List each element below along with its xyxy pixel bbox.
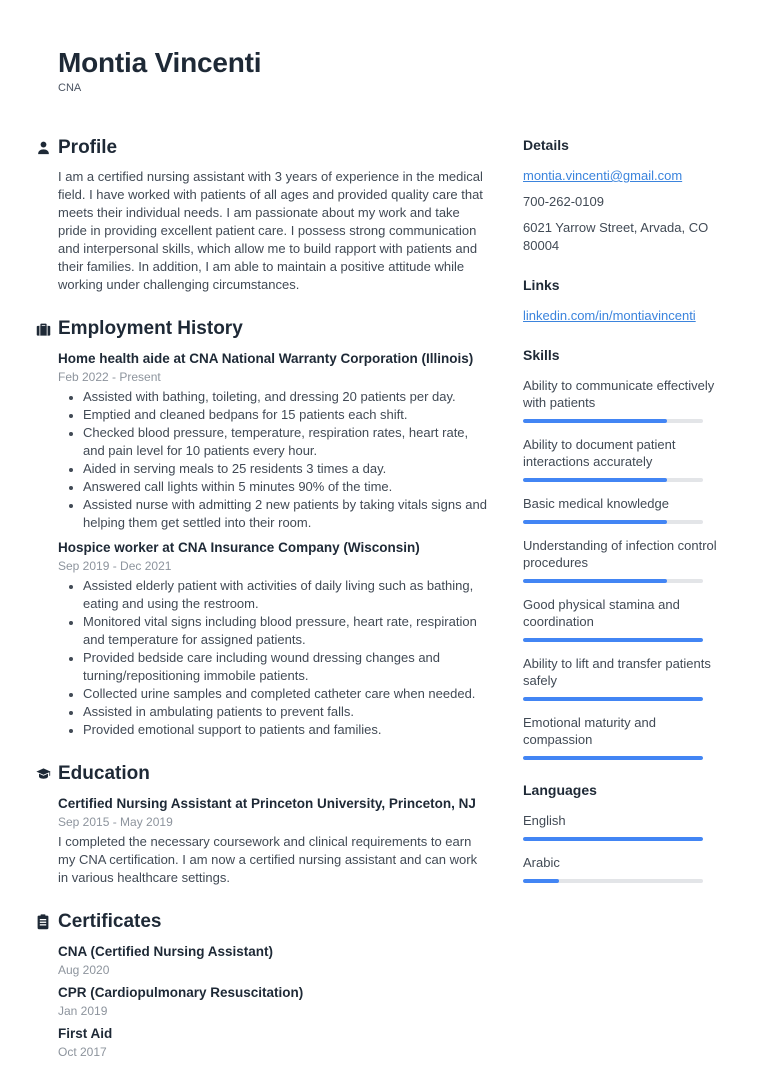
education-title: Certified Nursing Assistant at Princeton University, Princeton, NJ — [58, 796, 476, 811]
certificate-dates: Aug 2020 — [58, 963, 110, 977]
details-heading: Details — [523, 137, 569, 153]
skill-item — [523, 436, 723, 482]
language-label: English — [523, 813, 566, 828]
skill-bar-fill — [523, 697, 703, 701]
skill-item — [523, 495, 723, 524]
education-dates: Sep 2015 - May 2019 — [58, 815, 173, 829]
profile-heading: Profile — [58, 137, 118, 158]
education-section — [36, 763, 487, 887]
languages-heading: Languages — [523, 782, 597, 798]
skill-label: Ability to lift and transfer patients safely — [523, 656, 711, 688]
candidate-name: Montia Vincenti — [58, 47, 262, 78]
skill-bar-fill — [523, 756, 703, 760]
job-dates: Feb 2022 - Present — [58, 370, 161, 384]
employment-jobs — [58, 349, 487, 739]
certificate-title: First Aid — [58, 1026, 113, 1041]
job-bullet: • Assisted with bathing, toileting, and dressing 20 patients per day. — [83, 388, 487, 406]
job-title: Home health aide at CNA National Warranty Corporation (Illinois) — [58, 351, 474, 366]
certificate-dates: Jan 2019 — [58, 1004, 108, 1018]
employment-heading: Employment History — [58, 318, 243, 339]
skill-bar-track — [523, 478, 703, 482]
certificate-entry — [58, 942, 487, 978]
graduation-cap-icon — [36, 766, 51, 782]
skill-label: Ability to document patient interactions accurately — [523, 437, 676, 469]
language-item — [523, 854, 723, 883]
links-heading: Links — [523, 277, 560, 293]
job-bullet: • Provided emotional support to patients and families. — [83, 721, 487, 739]
certificate-title: CPR (Cardiopulmonary Resuscitation) — [58, 985, 304, 1000]
skill-bar-fill — [523, 478, 667, 482]
language-bar-fill — [523, 837, 703, 841]
person-icon — [36, 140, 51, 156]
skills-list — [523, 377, 723, 760]
skill-label: Good physical stamina and coordination — [523, 597, 680, 629]
profile-section — [36, 137, 487, 294]
phone-number: 700-262-0109 — [523, 194, 604, 209]
job-bullet-list — [58, 577, 487, 739]
job-bullet: • Assisted in ambulating patients to prevent falls. — [83, 703, 487, 721]
language-bar-track — [523, 837, 703, 841]
skill-bar-fill — [523, 579, 667, 583]
email-link-row — [523, 167, 723, 185]
skill-bar-fill — [523, 638, 703, 642]
education-text: I completed the necessary coursework and clinical requirements to earn my CNA certification. I am now a certified nursing assistant and can work in various healthcare settings. — [58, 834, 478, 885]
job-bullet: • Aided in serving meals to 25 residents 3 times a day. — [83, 460, 487, 478]
main-column — [36, 137, 487, 1084]
address: 6021 Yarrow Street, Arvada, CO 80004 — [523, 220, 709, 253]
link-row — [523, 307, 723, 325]
skill-item — [523, 537, 723, 583]
language-label: Arabic — [523, 855, 560, 870]
job-bullet: • Emptied and cleaned bedpans for 15 patients each shift. — [83, 406, 487, 424]
job-bullet: • Assisted elderly patient with activities of daily living such as bathing, eating and using the restroom. — [83, 577, 487, 613]
employment-section-header — [36, 318, 487, 340]
job-bullet: • Answered call lights within 5 minutes 90% of the time. — [83, 478, 487, 496]
certificate-entry — [58, 983, 487, 1019]
certificate-dates: Oct 2017 — [58, 1045, 107, 1059]
skill-bar-fill — [523, 520, 667, 524]
job-bullet: • Collected urine samples and completed catheter care when needed. — [83, 685, 487, 703]
email-link[interactable]: montia.vincenti@gmail.com — [523, 168, 683, 183]
links-list — [523, 307, 723, 325]
job-bullet: • Assisted nurse with admitting 2 new patients by taking vitals signs and helping them get settled into their room. — [83, 496, 487, 532]
clipboard-icon — [36, 914, 51, 930]
certificates-heading: Certificates — [58, 911, 162, 932]
linkedin-link[interactable]: linkedin.com/in/montiavincenti — [523, 308, 696, 323]
skill-label: Ability to communicate effectively with patients — [523, 378, 715, 410]
language-bar-track — [523, 879, 703, 883]
job-bullet: • Provided bedside care including wound dressing changes and turning/repositioning immobile patients. — [83, 649, 487, 685]
skill-bar-fill — [523, 419, 667, 423]
briefcase-icon — [36, 321, 51, 337]
skill-bar-track — [523, 579, 703, 583]
certificate-items — [58, 942, 487, 1060]
job-entry — [58, 538, 487, 739]
content-columns — [36, 137, 723, 1084]
skill-label: Emotional maturity and compassion — [523, 715, 656, 747]
languages-group — [523, 782, 723, 883]
resume-header — [58, 46, 723, 95]
skills-heading: Skills — [523, 347, 560, 363]
skill-item — [523, 377, 723, 423]
language-item — [523, 812, 723, 841]
job-title: Hospice worker at CNA Insurance Company (Wisconsin) — [58, 540, 420, 555]
skill-bar-track — [523, 520, 703, 524]
certificates-section-header — [36, 911, 487, 933]
skill-label: Basic medical knowledge — [523, 496, 669, 511]
sidebar-column — [523, 137, 723, 905]
job-bullet: • Monitored vital signs including blood pressure, heart rate, respiration and temperature for assigned patients. — [83, 613, 487, 649]
skill-bar-track — [523, 638, 703, 642]
skill-bar-track — [523, 419, 703, 423]
skill-bar-track — [523, 756, 703, 760]
skills-group — [523, 347, 723, 760]
skill-item — [523, 714, 723, 760]
language-bar-fill — [523, 879, 559, 883]
education-section-header — [36, 763, 487, 785]
profile-text: I am a certified nursing assistant with 3 years of experience in the medical field. I have worked with patients of all ages and provided quality care that meets their individual needs. I am passionate about my work and take pride in providing excellent patient care. I possess strong communication and interpersonal skills, which allow me to build rapport with patients and their families. In addition, I am able to maintain a positive attitude while working under challenging circumstances. — [58, 169, 483, 292]
job-bullet: • Checked blood pressure, temperature, respiration rates, heart rate, and pain level for 10 patients every hour. — [83, 424, 487, 460]
languages-list — [523, 812, 723, 883]
skill-item — [523, 596, 723, 642]
job-entry — [58, 349, 487, 532]
certificates-section — [36, 911, 487, 1060]
links-group — [523, 277, 723, 325]
education-entry — [58, 794, 487, 887]
job-bullet-list — [58, 388, 487, 532]
skill-label: Understanding of infection control procedures — [523, 538, 717, 570]
education-heading: Education — [58, 763, 150, 784]
skill-bar-track — [523, 697, 703, 701]
employment-section — [36, 318, 487, 739]
education-items — [58, 794, 487, 887]
details-group — [523, 137, 723, 255]
skill-item — [523, 655, 723, 701]
profile-section-header — [36, 137, 487, 159]
candidate-job-title: CNA — [58, 82, 82, 94]
certificate-title: CNA (Certified Nursing Assistant) — [58, 944, 274, 959]
certificate-entry — [58, 1024, 487, 1060]
job-dates: Sep 2019 - Dec 2021 — [58, 559, 172, 573]
